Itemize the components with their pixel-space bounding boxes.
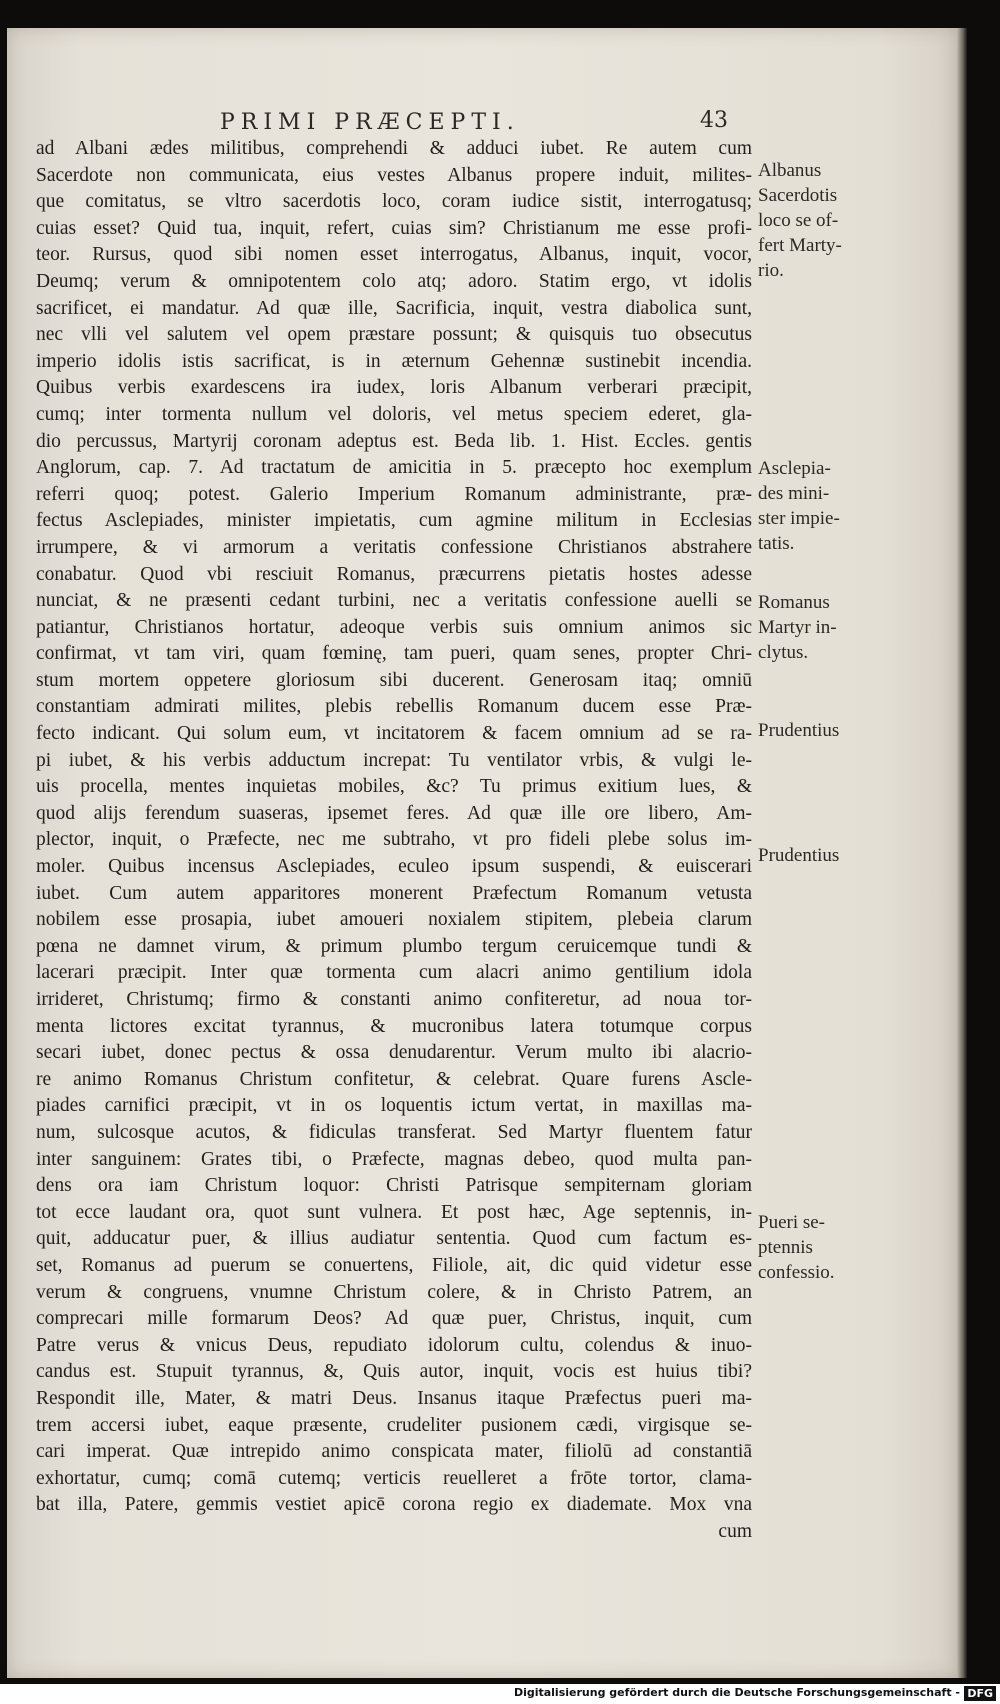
page-number: 43 xyxy=(700,108,728,133)
text-line: Respondit ille, Mater, & matri Deus. Insanus itaque Præfectus pueri ma- xyxy=(36,1387,752,1409)
marginal-note-albanus xyxy=(758,158,858,283)
text-line: candus est. Stupuit tyrannus, &, Quis autor, inquit, vocis est huius tibi? xyxy=(36,1361,752,1383)
marginal-note-line: tatis. xyxy=(758,533,795,554)
marginal-note-line: Albanus xyxy=(758,160,822,181)
marginal-note-line: ptennis xyxy=(758,1237,813,1258)
text-line: irrumpere, & vi armorum a veritatis confessione Christianos abstrahere xyxy=(36,536,752,558)
text-line: dio percussus, Martyrij coronam adeptus est. Beda lib. 1. Hist. Eccles. gentis xyxy=(36,430,752,452)
text-line: Deumq; verum & omnipotentem colo atq; adoro. Statim ergo, vt idolis xyxy=(36,270,752,292)
text-line: fectus Asclepiades, minister impietatis, cum agmine militum in Ecclesias xyxy=(36,510,752,532)
marginal-note-line: clytus. xyxy=(758,642,809,663)
text-line: num, sulcosque acutos, & fidiculas transferat. Sed Martyr fluentem fatur xyxy=(36,1121,752,1143)
marginal-note-prudentius-2 xyxy=(758,843,858,868)
marginal-note-line: rio. xyxy=(758,260,784,281)
page-edge xyxy=(957,28,967,1678)
text-line: nobilem esse prosapia, iubet amoueri noxialem stipitem, plebeia clarum xyxy=(36,909,752,931)
text-line: inter sanguinem: Grates tibi, o Præfecte, magnas debeo, quod multa pan- xyxy=(36,1148,752,1170)
digitization-footer xyxy=(0,1684,1000,1704)
text-line: menta lictores excitat tyrannus, & mucronibus latera totumque corpus xyxy=(36,1015,752,1037)
text-line: imperio idolis istis sacrificat, is in æternum Gehennæ sustinebit incendia. xyxy=(36,350,752,372)
marginal-note-line: Sacerdotis xyxy=(758,185,838,206)
text-line: Quibus verbis exardescens ira iudex, loris Albanum verberari præcipit, xyxy=(36,377,752,399)
text-line: iubet. Cum autem apparitores monerent Præfectum Romanum vetusta xyxy=(36,882,752,904)
marginal-note-line: Romanus xyxy=(758,592,830,613)
text-line: Sacerdote non communicata, eius vestes Albanus propere induit, milites- xyxy=(36,164,752,186)
text-line: pœna ne damnet virum, & primum plumbo tergum ceruicemque tundi & xyxy=(36,935,752,957)
marginal-note-line: Prudentius xyxy=(758,845,840,866)
text-line: irrideret, Christumq; firmo & constanti animo confiteretur, ad noua tor- xyxy=(36,989,752,1010)
text-line: Patre verus & vnicus Deus, repudiato idolorum cultu, colendus & inuo- xyxy=(36,1334,752,1356)
marginal-note-line: loco se of- xyxy=(758,210,839,231)
running-head: PRIMI PRÆCEPTI. xyxy=(220,110,520,135)
text-line: set, Romanus ad puerum se conuertens, Filiole, ait, dic quid videtur esse xyxy=(36,1254,752,1276)
text-line: verum & congruens, vnumne Christum colere, & in Christo Patrem, an xyxy=(36,1281,752,1303)
marginal-note-asclepiades xyxy=(758,456,858,556)
marginal-note-line: Prudentius xyxy=(758,720,840,741)
text-line: cari imperat. Quæ intrepido animo conspicata mater, filiolū ad constantiā xyxy=(36,1441,752,1463)
text-line: quod alijs ferendum suaseras, ipsemet feres. Ad quæ ille ore libero, Am- xyxy=(36,802,752,824)
text-line: conabatur. Quod vbi resciuit Romanus, præcurrens pietatis hostes adesse xyxy=(36,563,752,585)
text-line: nec vlli vel salutem vel opem præstare possunt; & quisquis tuo obsecutus xyxy=(36,324,752,346)
text-line: nunciat, & ne præsenti cedant turbini, nec a veritatis confessione auelli se xyxy=(36,590,752,612)
marginal-note-line: Pueri se- xyxy=(758,1212,826,1233)
text-line: moler. Quibus incensus Asclepiades, eculeo ipsum suspendi, & euiscerari xyxy=(36,856,752,878)
marginal-note-line: Martyr in- xyxy=(758,617,837,638)
text-line: sacrificet, ei mandatur. Ad quæ ille, Sacrificia, inquit, vestra diabolica sunt, xyxy=(36,297,752,319)
marginal-note-line: des mini- xyxy=(758,483,830,504)
text-line: teor. Rursus, quod sibi nomen esset interrogatus, Albanus, inquit, vocor, xyxy=(36,244,752,266)
dfg-logo: DFG xyxy=(964,1686,996,1701)
marginal-note-line: fert Marty- xyxy=(758,235,842,256)
text-line: uis procella, mentes inquietas mobiles, &c? Tu primus exitium lues, & xyxy=(36,776,752,798)
text-line: comprecari mille formarum Deos? Ad quæ puer, Christus, inquit, cum xyxy=(36,1308,752,1330)
text-line: patiantur, Christianos hortatur, adeoque verbis suis omnium animos sic xyxy=(36,616,752,638)
footer-credit: Digitalisierung gefördert durch die Deutsche Forschungsgemeinschaft - xyxy=(513,1686,960,1699)
marginal-note-pueri xyxy=(758,1210,858,1285)
marginal-note-line: ster impie- xyxy=(758,508,840,529)
main-text-block xyxy=(36,136,752,1545)
text-line: constantiam admirati milites, plebis rebellis Romanum ducem esse Præ- xyxy=(36,696,752,718)
text-line: plector, inquit, o Præfecte, nec me subtraho, vt pro fideli plebe solus im- xyxy=(36,829,752,851)
text-line: lacerari præcipit. Inter quæ tormenta cum alacri animo gentilium idola xyxy=(36,962,752,984)
marginal-note-prudentius-1 xyxy=(758,718,858,743)
text-line: cuias esset? Quid tua, inquit, refert, cuias sim? Christianum me esse profi- xyxy=(36,217,752,239)
text-line: que comitatus, se vltro sacerdotis loco, coram iudice sistit, interrogatusq; xyxy=(36,191,752,213)
text-line: Anglorum, cap. 7. Ad tractatum de amicitia in 5. præcepto hoc exemplum xyxy=(36,457,752,479)
text-line: secari iubet, donec pectus & ossa denudarentur. Verum multo ibi alacrio- xyxy=(36,1042,752,1064)
text-line: quit, adducatur puer, & illius audiatur sententia. Quod cum factum es- xyxy=(36,1228,752,1250)
text-line: referri quoq; potest. Galerio Imperium Romanum administrante, præ- xyxy=(36,483,752,505)
text-line: confirmat, vt tam viri, quam fœminę, tam pueri, quam senes, propter Chri- xyxy=(36,643,752,665)
text-line: piades carnifici præcipit, vt in os loquentis ictum vertat, in maxillas ma- xyxy=(36,1095,752,1117)
text-line: ad Albani ædes militibus, comprehendi & adduci iubet. Re autem cum xyxy=(36,138,752,159)
text-line: tot ecce laudant ora, quot sunt vulnera. Et post hæc, Age septennis, in- xyxy=(36,1201,752,1223)
text-line: re animo Romanus Christum confitetur, & celebrat. Quare furens Ascle- xyxy=(36,1068,752,1090)
marginal-note-line: Asclepia- xyxy=(758,458,831,479)
text-line: exhortatur, cumq; comā cutemq; verticis reuelleret a frōte tortor, clama- xyxy=(36,1467,752,1489)
text-line: pi iubet, & his verbis adductum increpat: Tu ventilator vrbis, & vulgi le- xyxy=(36,749,752,771)
text-line: trem accersi iubet, eaque præsente, crudeliter pusionem cædi, virgisque se- xyxy=(36,1414,752,1436)
text-line: dens ora iam Christum loquor: Christi Patrisque sempiternam gloriam xyxy=(36,1175,752,1197)
marginal-note-line: confessio. xyxy=(758,1262,835,1283)
text-line: stum mortem oppetere gloriosum sibi ducerent. Generosam itaq; omniū xyxy=(36,669,752,691)
marginal-note-romanus xyxy=(758,590,858,665)
text-line: fecto indicant. Qui solum eum, vt incitatorem & facem omnium ad se ra- xyxy=(36,723,752,745)
text-line: bat illa, Patere, gemmis vestiet apicē corona regio ex diademate. Mox vna xyxy=(36,1494,752,1516)
text-line: cum xyxy=(718,1520,752,1542)
text-line: cumq; inter tormenta nullum vel doloris, vel metus speciem ederet, gla- xyxy=(36,403,752,425)
